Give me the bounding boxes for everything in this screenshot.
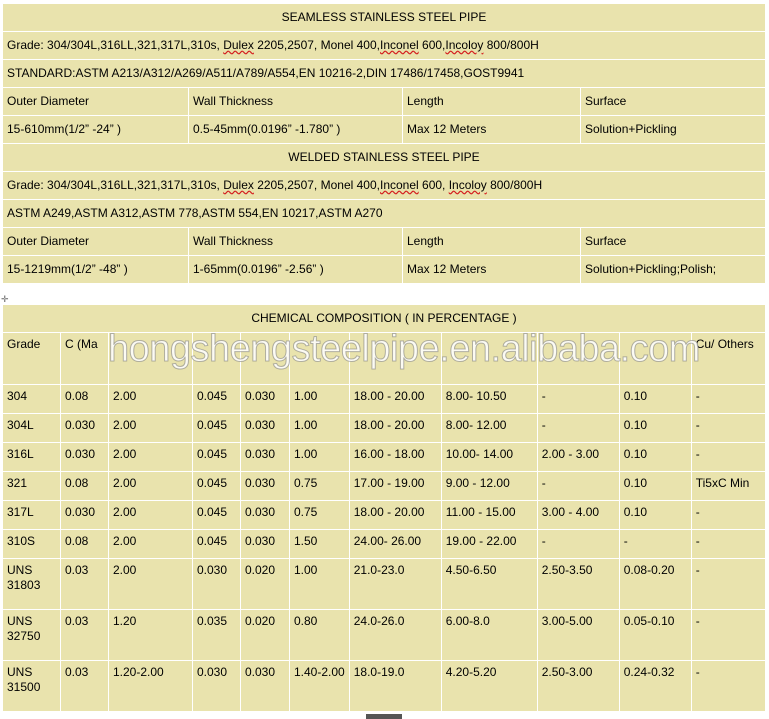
table-cell: 0.08: [61, 530, 109, 559]
table-cell: 316L: [3, 443, 61, 472]
table-cell: 0.75: [290, 501, 350, 530]
table-cell: 0.05-0.10: [619, 610, 691, 661]
chemical-composition-table: [2, 304, 766, 712]
table-cell: 1.00: [290, 559, 350, 610]
table-cell: UNS 31803: [3, 559, 61, 610]
table-cell: 0.030: [61, 414, 109, 443]
column-header: Wall Thickness: [189, 88, 403, 116]
table-cell: 10.00- 14.00: [441, 443, 537, 472]
grade-text: 2205,2507, Monel 400,: [253, 38, 380, 52]
table-cell: 1-65mm(0.0196” -2.56” ): [189, 256, 403, 284]
table-cell: 15-1219mm(1/2” -48” ): [3, 256, 189, 284]
table-cell: 0.08: [61, 385, 109, 414]
table-cell: 8.00- 12.00: [441, 414, 537, 443]
table-cell: 2.00: [109, 559, 193, 610]
table-cell: 24.0-26.0: [349, 610, 441, 661]
column-header: Surface: [581, 228, 766, 256]
chemical-rows: [3, 385, 766, 712]
column-header: [109, 333, 193, 385]
welded-standard-row: [3, 200, 766, 228]
column-header: Surface: [581, 88, 766, 116]
grade-text: 800/800H: [486, 178, 543, 192]
grade-text: Grade: 304/304L,316LL,321,317L,310s,: [7, 38, 224, 52]
table-cell: 0.045: [193, 385, 241, 414]
column-header: [193, 333, 241, 385]
table-cell: 0.75: [290, 472, 350, 501]
table-cell: 0.030: [241, 443, 290, 472]
table-row: [3, 559, 766, 610]
table-cell: 3.00-5.00: [537, 610, 619, 661]
table-cell: 1.50: [290, 530, 350, 559]
table-cell: 6.00-8.0: [441, 610, 537, 661]
column-header: [619, 333, 691, 385]
chemical-title: CHEMICAL COMPOSITION ( IN PERCENTAGE ): [3, 305, 766, 333]
column-header: Length: [403, 228, 581, 256]
grade-text: Inconel: [379, 38, 419, 52]
table-cell: -: [537, 472, 619, 501]
table-cell: 0.030: [61, 501, 109, 530]
welded-standard: ASTM A249,ASTM A312,ASTM 778,ASTM 554,EN 10217,ASTM A270: [3, 200, 766, 228]
table-cell: 0.030: [61, 443, 109, 472]
seamless-title-row: [3, 4, 766, 32]
table-cell: 0.045: [193, 414, 241, 443]
chemical-title-row: [3, 305, 766, 333]
table-cell: 19.00 - 22.00: [441, 530, 537, 559]
move-handle-icon: ✛: [1, 294, 9, 304]
table-cell: 0.08-0.20: [619, 559, 691, 610]
table-row: [3, 610, 766, 661]
seamless-grade: [3, 32, 766, 60]
grade-text: Dulex: [223, 38, 254, 52]
table-cell: 4.50-6.50: [441, 559, 537, 610]
table-cell: 1.00: [290, 443, 350, 472]
table-cell: -: [691, 610, 765, 661]
table-cell: -: [537, 414, 619, 443]
table-cell: 1.20: [109, 610, 193, 661]
table-cell: 15-610mm(1/2” -24” ): [3, 116, 189, 144]
seamless-header-row: [3, 88, 766, 116]
table-cell: 0.5-45mm(0.0196” -1.780” ): [189, 116, 403, 144]
table-row: [3, 472, 766, 501]
table-cell: 24.00- 26.00: [349, 530, 441, 559]
table-cell: 17.00 - 19.00: [349, 472, 441, 501]
table-cell: 0.10: [619, 414, 691, 443]
table-cell: 1.40-2.00: [290, 661, 350, 712]
seamless-standard: STANDARD:ASTM A213/A312/A269/A511/A789/A554,EN 10216-2,DIN 17486/17458,GOST9941: [3, 60, 766, 88]
column-header: Length: [403, 88, 581, 116]
table-cell: -: [691, 414, 765, 443]
table-cell: -: [691, 443, 765, 472]
column-header: [349, 333, 441, 385]
table-row: [3, 530, 766, 559]
seamless-standard-row: [3, 60, 766, 88]
welded-title-row: [3, 144, 766, 172]
table-cell: 317L: [3, 501, 61, 530]
table-row: [3, 385, 766, 414]
table-cell: 0.10: [619, 385, 691, 414]
grade-text: 800/800H: [483, 38, 539, 52]
table-cell: 11.00 - 15.00: [441, 501, 537, 530]
welded-grade: [3, 172, 766, 200]
table-cell: 0.045: [193, 530, 241, 559]
table-cell: 2.50-3.00: [537, 661, 619, 712]
grade-text: Incoloy: [448, 178, 487, 192]
table-cell: -: [537, 385, 619, 414]
table-cell: 0.020: [241, 610, 290, 661]
table-cell: UNS 32750: [3, 610, 61, 661]
table-row: [3, 443, 766, 472]
scroll-nub: [366, 714, 402, 719]
watermark: hongshengsteelpipe.en.alibaba.com: [108, 328, 700, 370]
table-cell: 9.00 - 12.00: [441, 472, 537, 501]
table-cell: 18.00 - 20.00: [349, 385, 441, 414]
table-cell: 2.50-3.50: [537, 559, 619, 610]
table-cell: 321: [3, 472, 61, 501]
table-cell: Ti5xC Min: [691, 472, 765, 501]
pipe-spec-table: [2, 3, 766, 284]
column-header: [441, 333, 537, 385]
table-cell: 2.00 - 3.00: [537, 443, 619, 472]
table-cell: -: [691, 530, 765, 559]
seamless-grade-row: [3, 32, 766, 60]
column-header: Wall Thickness: [189, 228, 403, 256]
column-header: Cu/ Others: [691, 333, 765, 385]
table-cell: -: [537, 530, 619, 559]
table-cell: 18.0-19.0: [349, 661, 441, 712]
table-cell: 8.00- 10.50: [441, 385, 537, 414]
table-cell: Solution+Pickling: [581, 116, 766, 144]
grade-text: Grade: 304/304L,316LL,321,317L,310s,: [7, 178, 224, 192]
table-cell: 4.20-5.20: [441, 661, 537, 712]
grade-text: 600,: [418, 178, 449, 192]
table-cell: 21.0-23.0: [349, 559, 441, 610]
table-cell: 2.00: [109, 414, 193, 443]
table-cell: 2.00: [109, 385, 193, 414]
welded-value-row: [3, 256, 766, 284]
table-cell: 0.80: [290, 610, 350, 661]
table-cell: 0.035: [193, 610, 241, 661]
table-cell: 0.10: [619, 443, 691, 472]
grade-text: Inconel: [379, 178, 419, 192]
table-cell: 0.03: [61, 559, 109, 610]
table-cell: 0.030: [241, 530, 290, 559]
table-cell: 0.030: [193, 661, 241, 712]
table-cell: 304: [3, 385, 61, 414]
table-cell: -: [691, 501, 765, 530]
seamless-value-row: [3, 116, 766, 144]
table-row: [3, 501, 766, 530]
column-header: Grade: [3, 333, 61, 385]
table-cell: 0.045: [193, 501, 241, 530]
table-cell: -: [619, 530, 691, 559]
table-cell: 0.10: [619, 472, 691, 501]
table-cell: Solution+Pickling;Polish;: [581, 256, 766, 284]
table-cell: 0.030: [241, 385, 290, 414]
table-cell: 1.20-2.00: [109, 661, 193, 712]
table-cell: 16.00 - 18.00: [349, 443, 441, 472]
table-cell: 2.00: [109, 472, 193, 501]
table-cell: 0.08: [61, 472, 109, 501]
table-cell: 0.030: [241, 661, 290, 712]
table-cell: 1.00: [290, 385, 350, 414]
column-header: [290, 333, 350, 385]
grade-text: 600,: [418, 38, 446, 52]
table-cell: 0.045: [193, 472, 241, 501]
table-cell: Max 12 Meters: [403, 116, 581, 144]
table-cell: 0.24-0.32: [619, 661, 691, 712]
table-cell: -: [691, 559, 765, 610]
table-cell: 0.030: [241, 501, 290, 530]
column-header: [537, 333, 619, 385]
welded-grade-row: [3, 172, 766, 200]
table-cell: 2.00: [109, 501, 193, 530]
table-cell: 304L: [3, 414, 61, 443]
column-header: Outer Diameter: [3, 88, 189, 116]
table-cell: UNS 31500: [3, 661, 61, 712]
table-cell: 2.00: [109, 530, 193, 559]
seamless-title: SEAMLESS STAINLESS STEEL PIPE: [3, 4, 766, 32]
table-cell: 0.030: [193, 559, 241, 610]
table-cell: 0.03: [61, 610, 109, 661]
table-cell: 0.030: [241, 472, 290, 501]
table-row: [3, 661, 766, 712]
table-cell: -: [691, 385, 765, 414]
grade-text: 2205,2507, Monel 400,: [253, 178, 380, 192]
table-cell: 0.045: [193, 443, 241, 472]
table-cell: 0.10: [619, 501, 691, 530]
table-cell: 0.03: [61, 661, 109, 712]
table-cell: 0.030: [241, 414, 290, 443]
column-header: Outer Diameter: [3, 228, 189, 256]
grade-text: Incoloy: [445, 38, 484, 52]
table-cell: -: [691, 661, 765, 712]
table-cell: 2.00: [109, 443, 193, 472]
welded-title: WELDED STAINLESS STEEL PIPE: [3, 144, 766, 172]
column-header: C (Ma: [61, 333, 109, 385]
table-cell: 18.00 - 20.00: [349, 501, 441, 530]
table-cell: 0.020: [241, 559, 290, 610]
welded-header-row: [3, 228, 766, 256]
table-cell: 3.00 - 4.00: [537, 501, 619, 530]
table-cell: 1.00: [290, 414, 350, 443]
table-cell: 310S: [3, 530, 61, 559]
column-header: [241, 333, 290, 385]
chemical-header-row: [3, 333, 766, 385]
table-row: [3, 414, 766, 443]
table-cell: 18.00 - 20.00: [349, 414, 441, 443]
grade-text: Dulex: [223, 178, 254, 192]
table-cell: Max 12 Meters: [403, 256, 581, 284]
